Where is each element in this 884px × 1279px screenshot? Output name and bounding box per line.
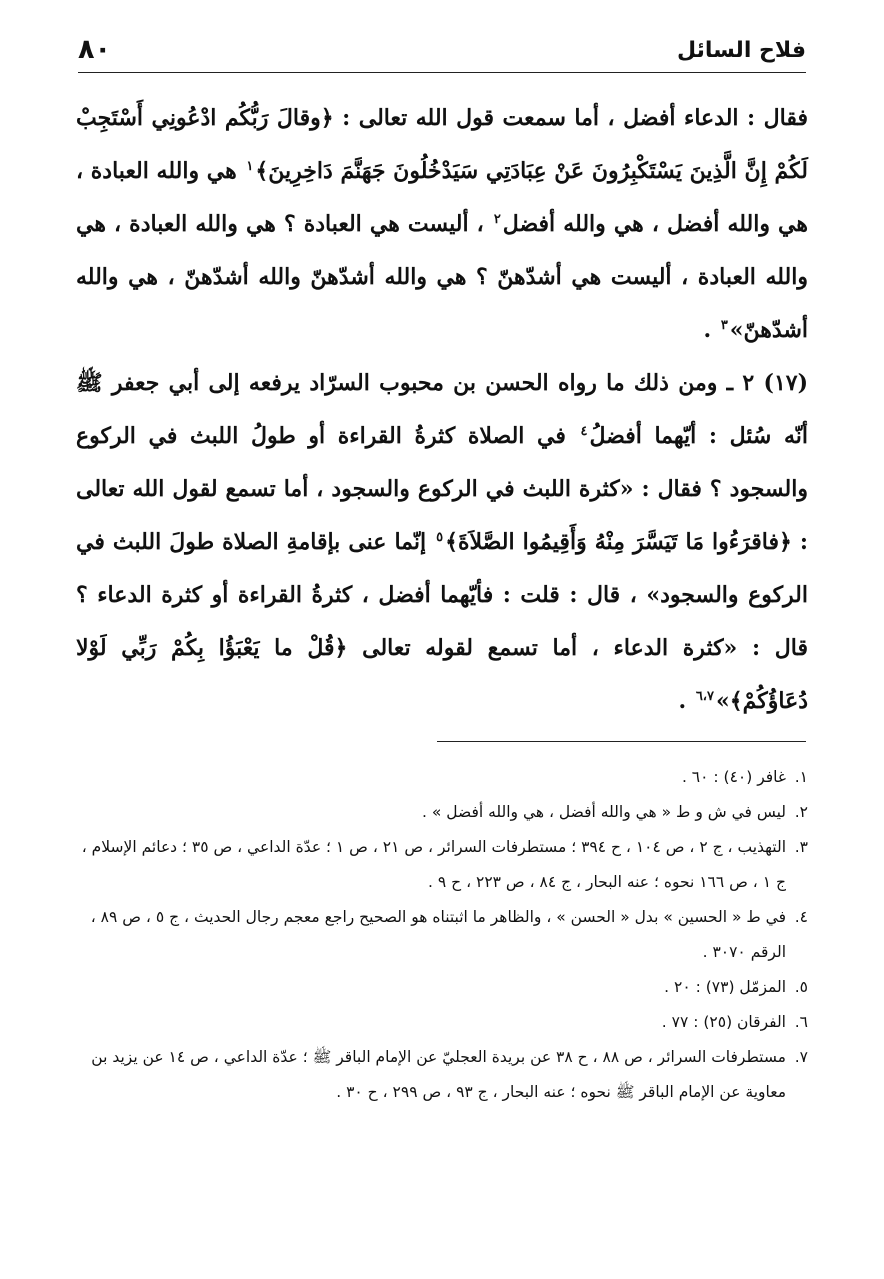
footnote-text: غافر (٤٠) : ٦٠ . (681, 768, 786, 786)
footnote-text: الفرقان (٢٥) : ٧٧ . (661, 1013, 786, 1031)
footnote-5 (76, 970, 808, 1005)
hadith-number-label: (١٧) (763, 370, 808, 396)
book-title: فلاح السائل (677, 38, 806, 63)
main-text (76, 92, 808, 728)
paragraph-2-end: . (678, 688, 687, 714)
footnote-1 (76, 760, 808, 795)
footnote-6 (76, 1005, 808, 1040)
footnote-number: ٤. (794, 908, 808, 926)
paragraph-1-end: . (703, 317, 712, 343)
footnote-3 (76, 830, 808, 900)
footnote-number: ٦. (794, 1013, 808, 1031)
paragraph-2-text-b: في الصلاة كثرةُ القراءة أو طولُ اللبث في الركوع والسجود ؟ فقال : «كثرة اللبث في الركوع والسجود ، أما تسمع لقول الله تعالى : ﴿فاقرَءُوا مَا تَيَسَّرَ مِنْهُ وَأَقِيمُوا الصَّلاَةَ﴾ (76, 423, 808, 555)
footnote-text: في ط « الحسين » بدل « الحسن » ، والظاهر ما اثبتناه هو الصحيح راجع معجم رجال الحديث ، ج ٥ ، ص ٨٩ ، الرقم ٣٠٧٠ . (90, 908, 786, 961)
footnote-text: التهذيب ، ج ٢ ، ص ١٠٤ ، ح ٣٩٤ ؛ مستطرفات السرائر ، ص ٢١ ، ص ١ ؛ عدّة الداعي ، ص ٣٥ ؛ دعائم الإسلام ، ج ١ ، ص ١٦٦ نحوه ؛ عنه البحار ، ج ٨٤ ، ص ٢٢٣ ، ح ٩ . (81, 838, 786, 891)
paragraph-1-text-c: ، أليست هي العبادة ؟ هي والله العبادة ، هي والله العبادة ، أليست هي أشدّهنّ ؟ هي والله أشدّهنّ والله أشدّهنّ ، هي والله أشدّهنّ» (76, 211, 808, 343)
footnote-number: ١. (794, 768, 808, 786)
footnote-number: ٧. (794, 1048, 808, 1066)
paragraph-1-text-b: هي والله العبادة ، هي والله أفضل ، هي والله أفضل (76, 158, 808, 237)
footnotes (76, 760, 808, 1110)
footnote-ref-2: ٢ (493, 211, 501, 227)
footnote-ref-6-7: ٦،٧ (695, 688, 714, 704)
footnote-ref-5: ٥ (436, 529, 444, 545)
paragraph-2 (76, 357, 808, 728)
footnote-2 (76, 795, 808, 830)
page-number: ٨٠ (78, 34, 111, 65)
footnote-ref-3: ٣ (720, 317, 728, 333)
paragraph-2-text-a: ٢ ـ ومن ذلك ما رواه الحسن بن محبوب السرّاد يرفعه إلى أبي جعفر ﷺ أنّه سُئل : أيّهما أفضلُ (76, 370, 808, 449)
footnote-7 (76, 1040, 808, 1110)
footnote-number: ٥. (794, 978, 808, 996)
footnote-text: مستطرفات السرائر ، ص ٨٨ ، ح ٣٨ عن بريدة العجليّ عن الإمام الباقر ﷺ ؛ عدّة الداعي ، ص ١٤ عن يزيد بن معاوية عن الإمام الباقر ﷺ نحوه ؛ عنه البحار ، ج ٩٣ ، ص ٢٩٩ ، ح ٣٠ . (91, 1048, 786, 1101)
paragraph-2-text-c: إنّما عنى بإقامةِ الصلاة طولَ اللبث في الركوع والسجود» ، قال : قلت : فأيّهما أفضل ، كثرةُ القراءة أو كثرة الدعاء ؟ قال : «كثرة الدعاء ، أما تسمع لقوله تعالى ﴿قُلْ ما يَعْبَؤُا بِكُمْ رَبِّي لَوْلا دُعَاؤُكُمْ﴾» (76, 529, 808, 714)
footnote-divider (437, 741, 806, 742)
page-header (78, 32, 806, 73)
footnote-number: ٢. (794, 803, 808, 821)
footnote-4 (76, 900, 808, 970)
footnote-text: ليس في ش و ط « هي والله أفضل ، هي والله أفضل » . (422, 803, 786, 821)
footnote-number: ٣. (794, 838, 808, 856)
footnote-ref-1: ١ (246, 158, 254, 174)
paragraph-1 (76, 92, 808, 357)
paragraph-1-text-a: فقال : الدعاء أفضل ، أما سمعت قول الله تعالى : ﴿وقالَ رَبُّكُم ادْعُونِي أَسْتَجِبْ لَكُمْ إِنَّ الَّذِينَ يَسْتَكْبِرُونَ عَنْ عِبَادَتِي سَيَدْخُلُونَ جَهَنَّمَ دَاخِرِينَ﴾ (76, 105, 808, 184)
footnote-ref-4: ٤ (580, 423, 588, 439)
footnote-text: المزمّل (٧٣) : ٢٠ . (664, 978, 786, 996)
